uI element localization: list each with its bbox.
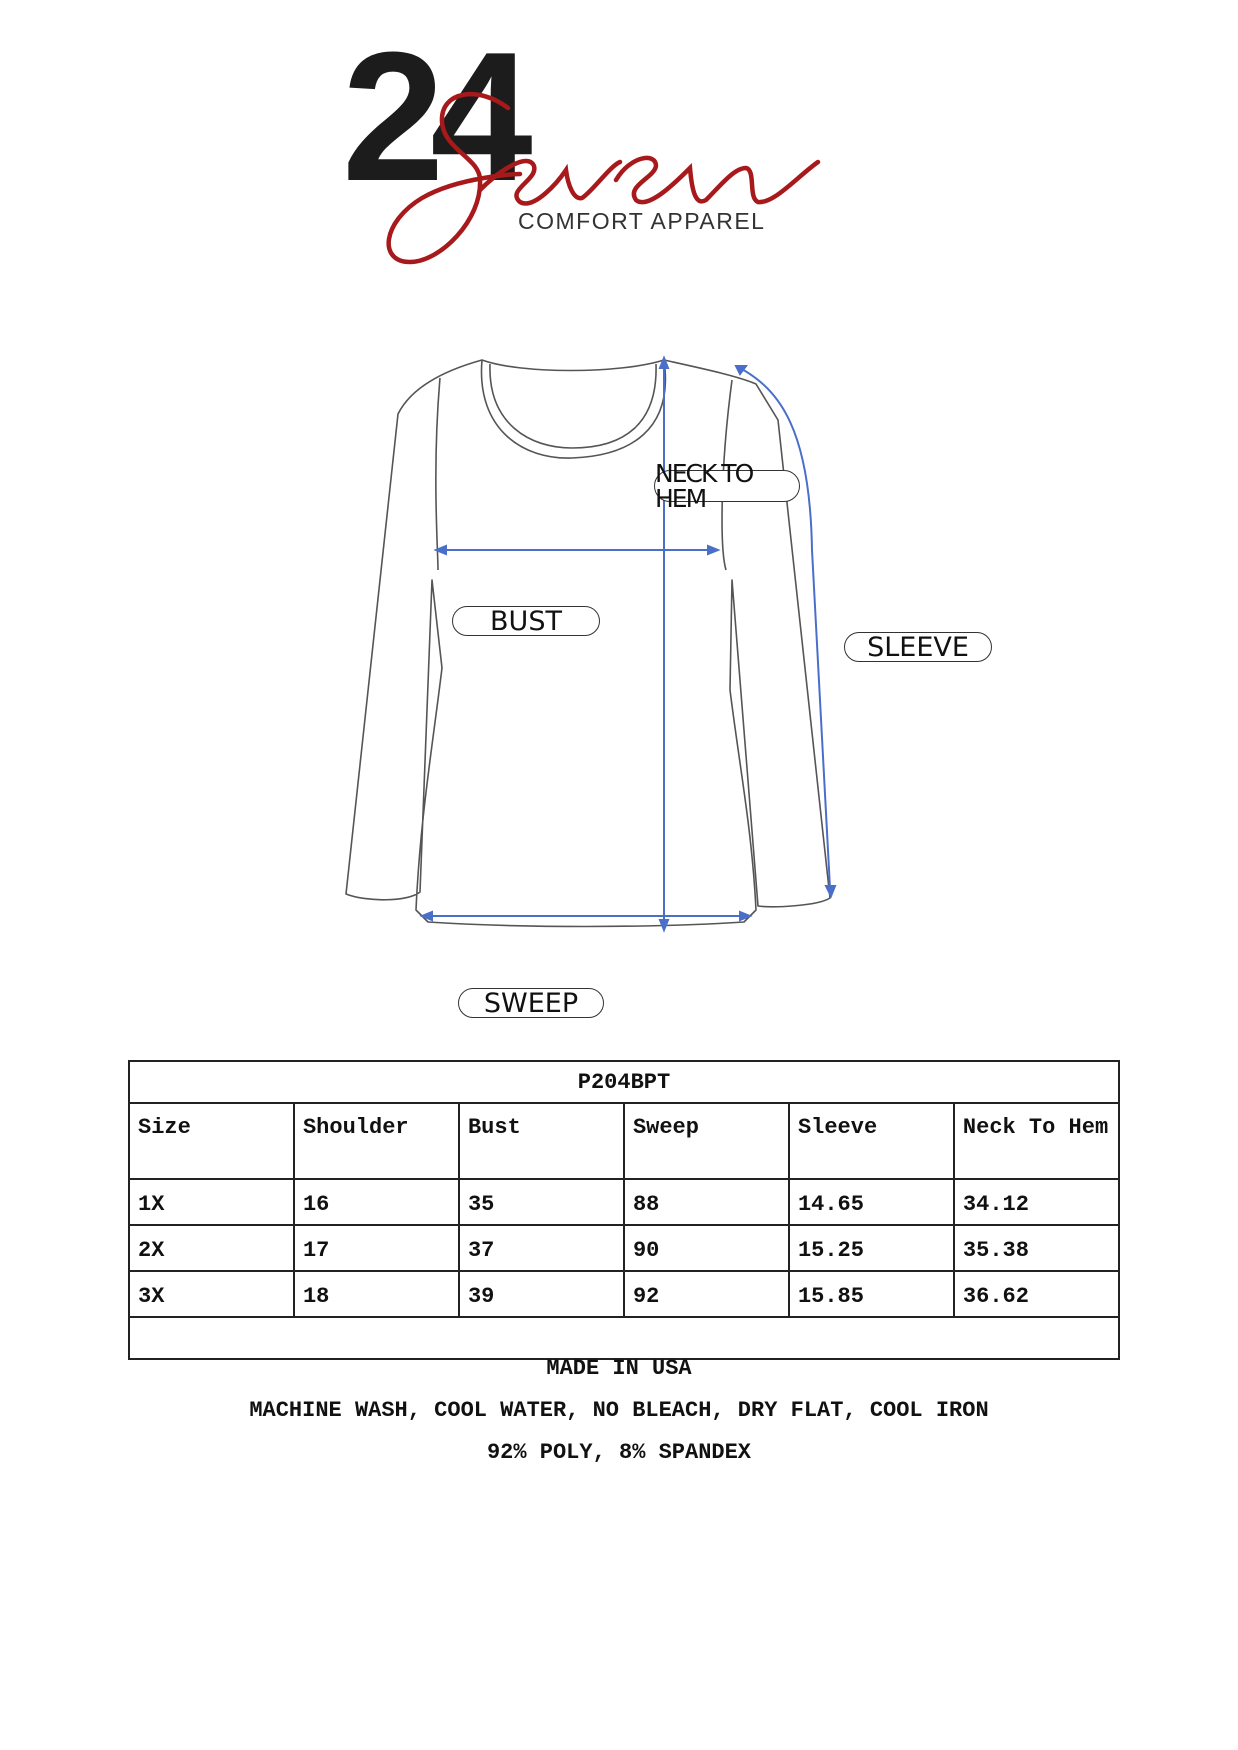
table-cell: 35 [459,1179,624,1225]
table-cell: 39 [459,1271,624,1317]
header-cell: Sleeve [789,1103,954,1179]
sleeve-label: SLEEVE [844,632,992,662]
left-armhole-seam [436,378,440,570]
bust-label: BUST [452,606,600,636]
table-header-row [129,1103,1119,1179]
shirt-outline [346,360,830,927]
neckline-inner [490,364,656,448]
table-cell: 92 [624,1271,789,1317]
table-cell: 14.65 [789,1179,954,1225]
origin-note: MADE IN USA [546,1356,692,1381]
header-cell: Size [129,1103,294,1179]
neckline-outer [481,360,665,458]
fabric-content: 92% POLY, 8% SPANDEX [486,1440,752,1465]
garment-notes [0,1348,1238,1474]
table-cell: 3X [129,1271,294,1317]
table-cell: 1X [129,1179,294,1225]
table-row [129,1271,1119,1317]
sweep-label: SWEEP [458,988,604,1018]
logo-tagline: COMFORT APPAREL [518,208,766,234]
header-cell: Neck To Hem [954,1103,1119,1179]
garment-sketch [320,350,900,1010]
table-cell: 18 [294,1271,459,1317]
header-cell: Sweep [624,1103,789,1179]
header-cell: Shoulder [294,1103,459,1179]
table-cell: 16 [294,1179,459,1225]
table-cell: 88 [624,1179,789,1225]
table-cell: 35.38 [954,1225,1119,1271]
table-cell: 36.62 [954,1271,1119,1317]
logo-number: 24 [342,13,519,219]
table-cell: 90 [624,1225,789,1271]
table-cell: 34.12 [954,1179,1119,1225]
table-cell: 37 [459,1225,624,1271]
neck-to-hem-label: NECK TO HEM [654,470,800,502]
brand-logo [330,13,890,270]
header-cell: Bust [459,1103,624,1179]
style-number: P204BPT [129,1061,1119,1103]
size-chart-table [128,1060,1120,1360]
table-cell: 17 [294,1225,459,1271]
table-cell: 15.85 [789,1271,954,1317]
sleeve-measure-line [740,368,830,888]
table-row [129,1179,1119,1225]
table-cell: 15.25 [789,1225,954,1271]
table-row [129,1225,1119,1271]
table-cell: 2X [129,1225,294,1271]
care-instructions: MACHINE WASH, COOL WATER, NO BLEACH, DRY FLAT, COOL IRON [249,1398,989,1423]
